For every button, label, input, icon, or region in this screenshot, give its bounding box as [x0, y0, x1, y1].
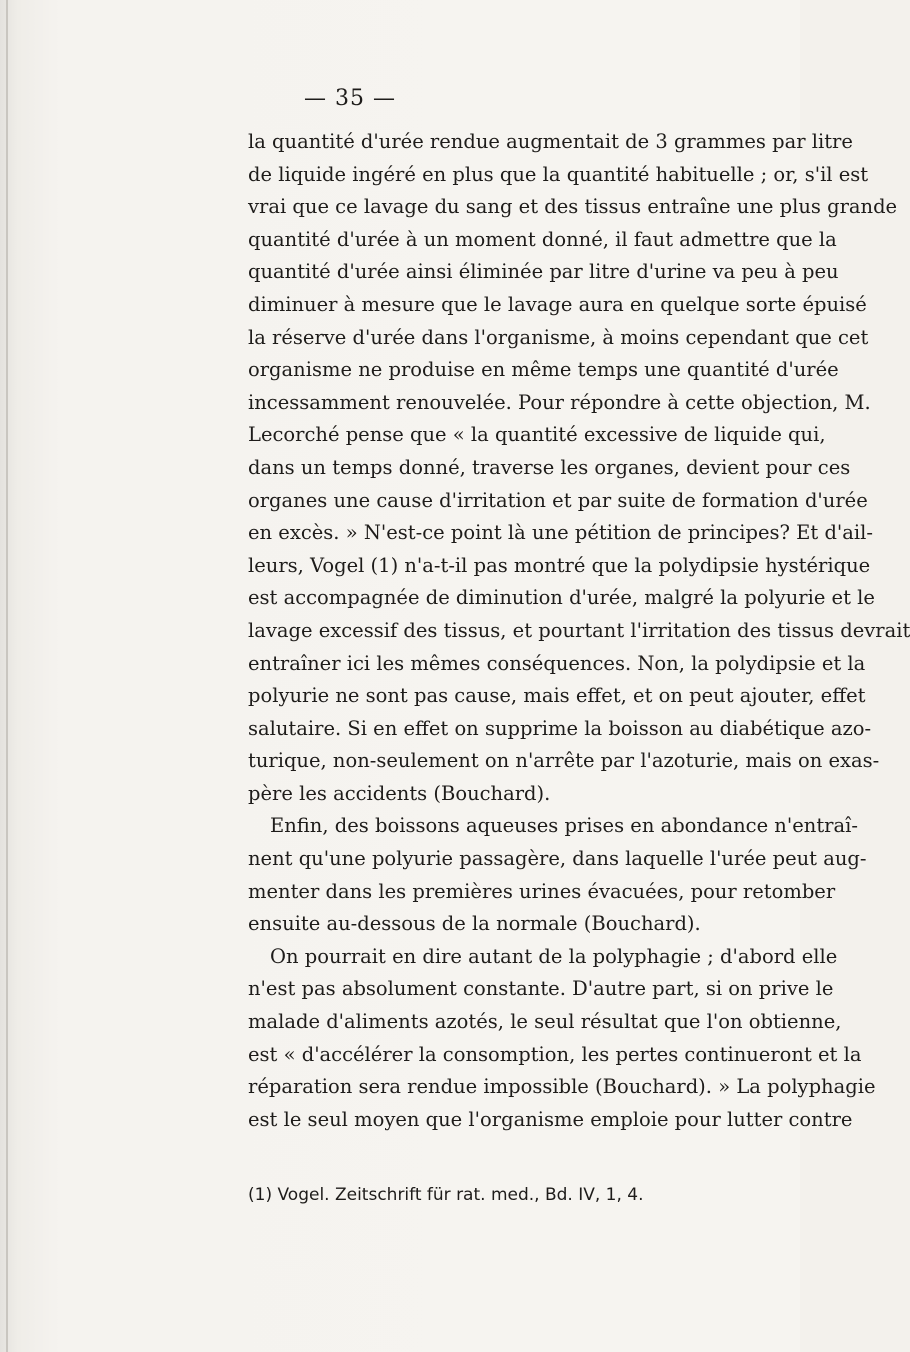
- text-line: réparation sera rendue impossible (Bouchard). » La polyphagie: [248, 1075, 876, 1099]
- text-line: lavage excessif des tissus, et pourtant l'irritation des tissus devrait: [248, 618, 910, 642]
- text-line: Lecorché pense que « la quantité excessive de liquide qui,: [248, 423, 826, 447]
- text-line: nent qu'une polyurie passagère, dans laquelle l'urée peut aug-: [248, 847, 867, 871]
- text-line: de liquide ingéré en plus que la quantité habituelle ; or, s'il est: [248, 162, 869, 186]
- text-line: incessamment renouvelée. Pour répondre à cette objection, M.: [248, 390, 871, 414]
- text-line: salutaire. Si en effet on supprime la boisson au diabétique azo-: [248, 716, 872, 740]
- text-line: dans un temps donné, traverse les organes, devient pour ces: [248, 455, 851, 479]
- binding-gutter: [6, 0, 8, 1352]
- text-line: Enfin, des boissons aqueuses prises en abondance n'entraî-: [270, 814, 858, 838]
- body-text: [248, 126, 910, 1136]
- text-line: turique, non-seulement on n'arrête par l'azoturie, mais on exas-: [248, 749, 880, 773]
- text-line: vrai que ce lavage du sang et des tissus entraîne une plus grande: [248, 195, 898, 219]
- text-line: quantité d'urée à un moment donné, il faut admettre que la: [248, 227, 837, 251]
- footnote: (1) Vogel. Zeitschrift für rat. med., Bd. IV, 1, 4.: [248, 1185, 644, 1205]
- text-line: organes une cause d'irritation et par suite de formation d'urée: [248, 488, 868, 512]
- text-line: est « d'accélérer la consomption, les pertes continueront et la: [248, 1042, 862, 1066]
- text-line: entraîner ici les mêmes conséquences. Non, la polydipsie et la: [248, 651, 866, 675]
- text-line: père les accidents (Bouchard).: [248, 781, 551, 805]
- text-line: la réserve d'urée dans l'organisme, à moins cependant que cet: [248, 325, 869, 349]
- text-line: quantité d'urée ainsi éliminée par litre d'urine va peu à peu: [248, 260, 839, 284]
- text-line: malade d'aliments azotés, le seul résultat que l'on obtienne,: [248, 1010, 842, 1034]
- text-line: leurs, Vogel (1) n'a-t-il pas montré que la polydipsie hystérique: [248, 553, 871, 577]
- text-line: menter dans les premières urines évacuées, pour retomber: [248, 879, 836, 903]
- text-line: est accompagnée de diminution d'urée, malgré la polyurie et le: [248, 586, 875, 610]
- text-line: en excès. » N'est-ce point là une pétition de principes? Et d'ail-: [248, 521, 873, 545]
- text-line: la quantité d'urée rendue augmentait de 3 grammes par litre: [248, 130, 853, 153]
- text-line: On pourrait en dire autant de la polyphagie ; d'abord elle: [270, 944, 838, 968]
- text-line: polyurie ne sont pas cause, mais effet, et on peut ajouter, effet: [248, 684, 866, 708]
- text-line: est le seul moyen que l'organisme emploie pour lutter contre: [248, 1107, 853, 1131]
- text-line: organisme ne produise en même temps une quantité d'urée: [248, 358, 839, 382]
- page-number: — 35 —: [304, 86, 396, 111]
- text-line: diminuer à mesure que le lavage aura en quelque sorte épuisé: [248, 292, 867, 316]
- text-line: n'est pas absolument constante. D'autre part, si on prive le: [248, 977, 834, 1001]
- text-line: ensuite au-dessous de la normale (Bouchard).: [248, 912, 701, 936]
